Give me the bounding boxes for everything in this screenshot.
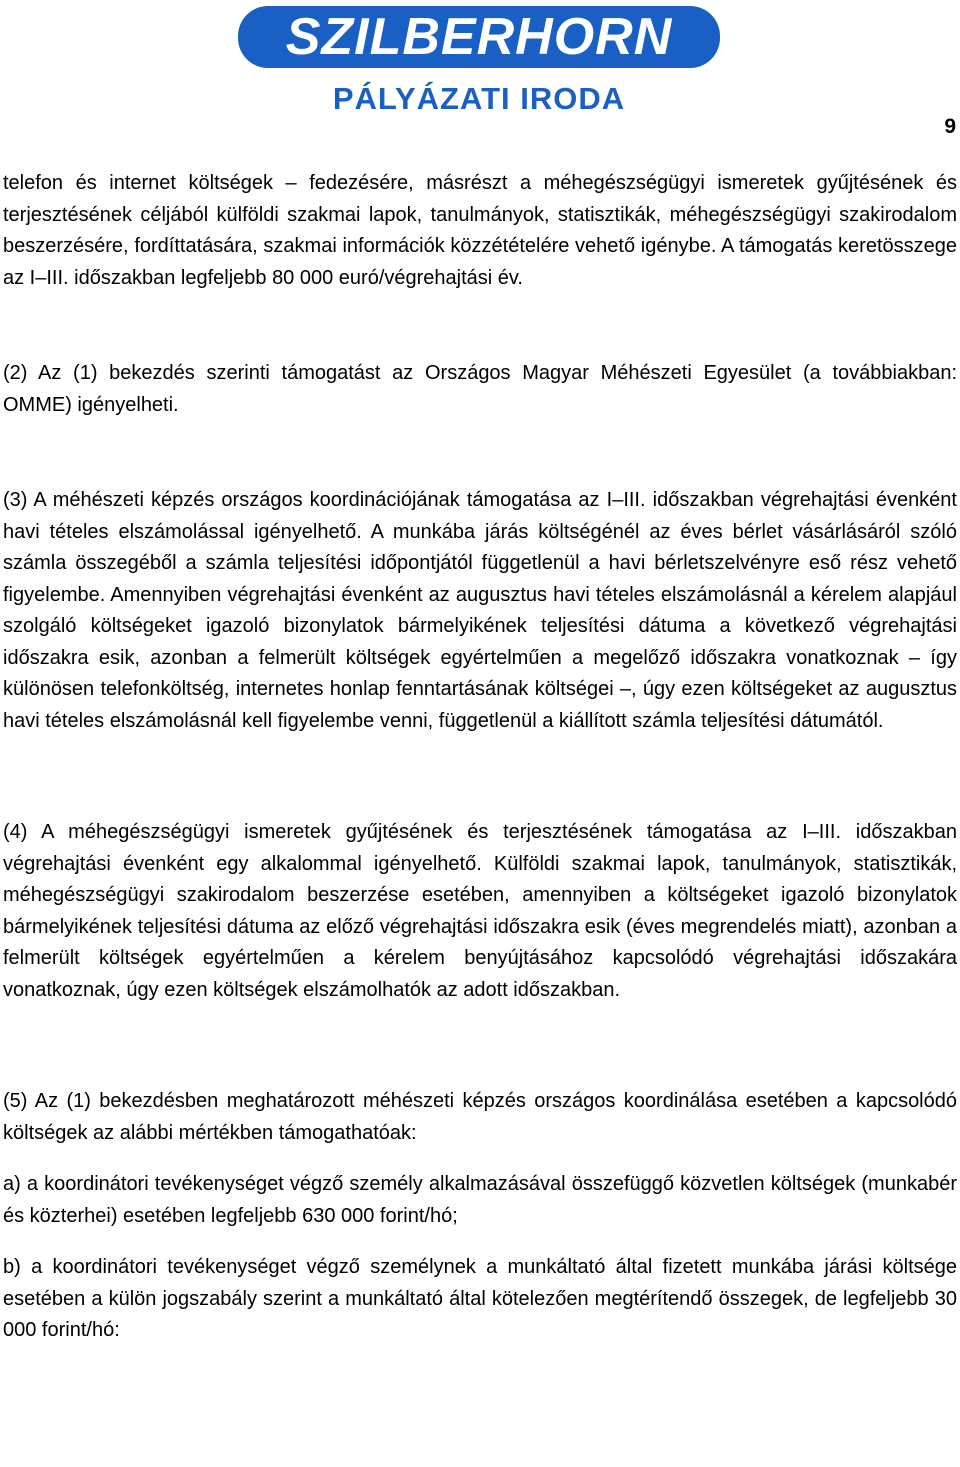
document-body [3, 168, 957, 1347]
paragraph-4: (4) A méhegészségügyi ismeretek gyűjtésének és terjesztésének támogatása az I–III. időszakban végrehajtási évenként egy alkalommal igényelhető. Külföldi szakmai lapok, tanulmányok, statisztikák, méhegészségügyi szakirodalom beszerzése esetében, amennyiben a költségeket igazoló bizonylatok bármelyikének teljesítési dátuma az előző végrehajtási időszakra esik (éves megrendelés miatt), azonban a felmerült költségek egyértelműen a kérelem benyújtásához kapcsolódó végrehajtási időszakára vonatkoznak, úgy ezen költségek elszámolhatók az adott időszakban. [3, 821, 957, 1001]
list-item-b: b) a koordinátori tevékenységet végző személynek a munkáltató által fizetett munkába járási költsége esetében a külön jogszabály szerint a munkáltató által kötelezően megtérítendő összegek, de legfeljebb 30 000 forint/hó: [3, 1256, 957, 1341]
logo-badge [238, 6, 720, 68]
logo-sub-text: PÁLYÁZATI IRODA [332, 81, 626, 116]
paragraph-continuation: telefon és internet költségek – fedezésére, másrészt a méhegészségügyi ismeretek gyűjtésének és terjesztésének céljából külföldi szakmai lapok, tanulmányok, statisztikák, méhegészségügyi szakirodalom beszerzésére, fordíttatására, szakmai információk közzétételére vehető igénybe. A támogatás keretösszege az I–III. időszakban legfeljebb 80 000 euró/végrehajtási év. [3, 172, 957, 289]
page-number: 9 [944, 115, 956, 138]
paragraph-5: (5) Az (1) bekezdésben meghatározott méhészeti képzés országos koordinálása esetében a kapcsolódó költségek az alábbi mértékben támogathatóak: [3, 1090, 957, 1144]
logo-main-text: SZILBERHORN [285, 8, 673, 66]
logo [238, 6, 720, 114]
paragraph-2: (2) Az (1) bekezdés szerinti támogatást az Országos Magyar Méhészeti Egyesület (a továbbiakban: OMME) igényelheti. [3, 362, 957, 416]
paragraph-3: (3) A méhészeti képzés országos koordinációjának támogatása az I–III. időszakban végrehajtási évenként havi tételes elszámolással igényelhető. A munkába járás költségénél az éves bérlet vásárlásáról szóló számla összegéből a számla teljesítési időpontjától függetlenül a havi bérletszelvényre eső rész vehető figyelembe. Amennyiben végrehajtási évenként az augusztus havi tételes elszámolásnál a kérelem alapjául szolgáló költségeket igazoló bizonylatok bármelyikének teljesítési dátuma a következő végrehajtási időszakra esik, azonban a felmerült költségek egyértelműen a megelőző időszakra vonatkoznak – így különösen telefonköltség, internetes honlap fenntartásának költségei –, úgy ezen költségeket az augusztus havi tételes elszámolásnál kell figyelembe venni, függetlenül a kiállított számla teljesítési dátumától. [3, 489, 957, 732]
list-item-a: a) a koordinátori tevékenységet végző személy alkalmazásával összefüggő közvetlen költségek (munkabér és közterhei) esetében legfeljebb 630 000 forint/hó; [3, 1173, 957, 1227]
